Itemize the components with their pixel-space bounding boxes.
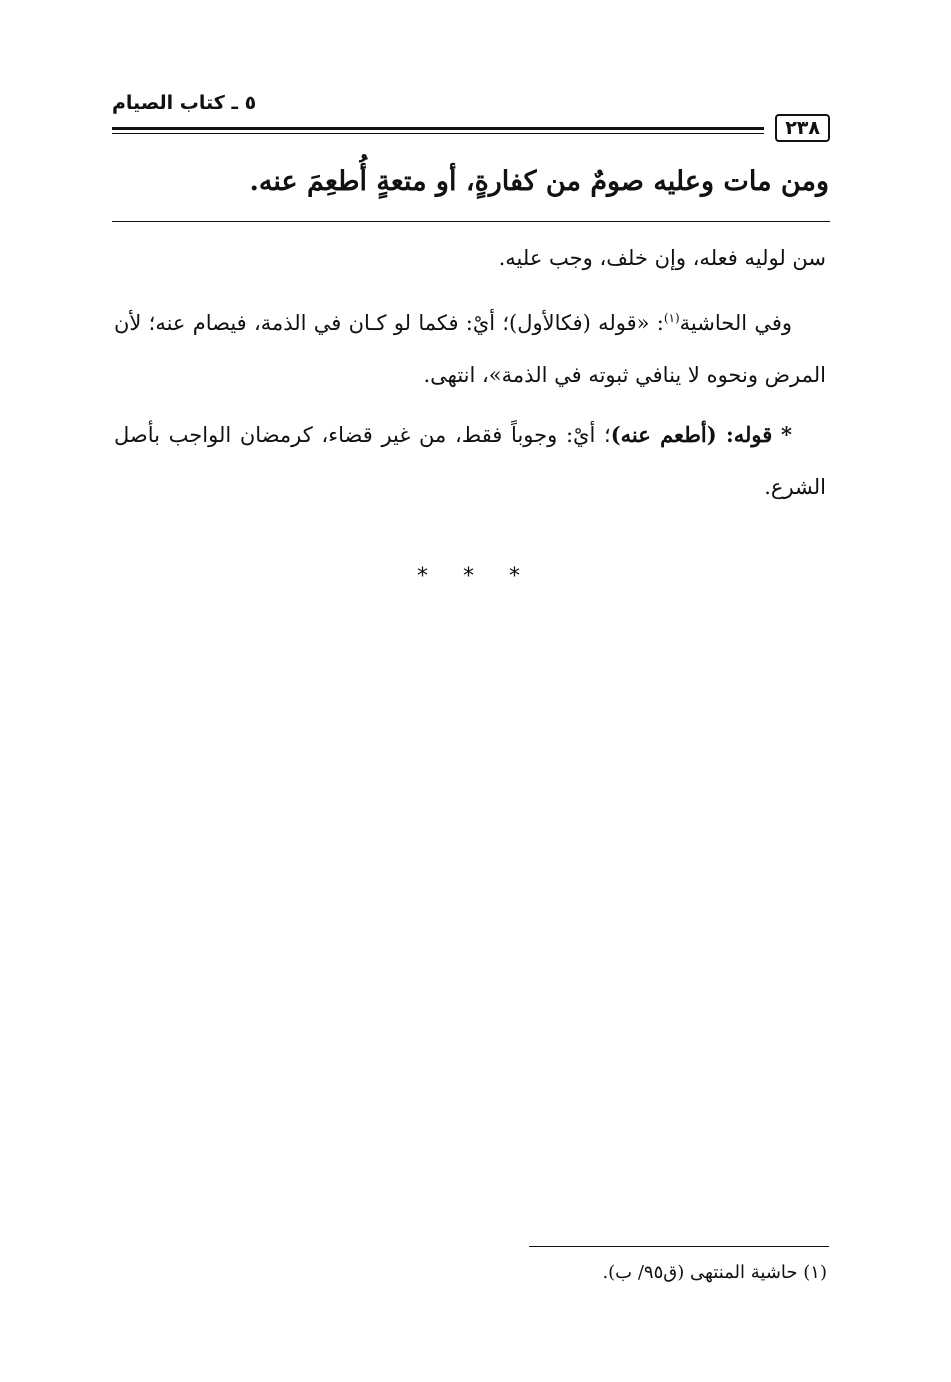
page-number: ٢٣٨	[775, 114, 830, 142]
commentary-paragraph-1	[114, 232, 826, 284]
commentary-paragraph-2	[114, 292, 826, 401]
section-divider-stars: * * *	[417, 564, 534, 589]
commentary	[114, 232, 826, 521]
footnote-number: (١)	[803, 1262, 827, 1283]
footnote-item	[602, 1262, 827, 1283]
matn-text: ومن مات وعليه صومٌ من كفارةٍ، أو متعةٍ أُطعِمَ عنه.	[249, 166, 829, 197]
commentary-p3-rest: ؛ أيْ: وجوباً فقط، من غير قضاء، كرمضان الواجب بأصل الشرع.	[114, 423, 826, 499]
footnote-reference[interactable]: (١)	[663, 311, 680, 325]
star-marker: *	[781, 422, 792, 447]
chapter-title: ٥ ـ كتاب الصيام	[112, 92, 257, 114]
footnote-text: حاشية المنتهى (ق٩٥/ ب).	[602, 1262, 798, 1283]
header-rule-thin	[112, 133, 764, 134]
commentary-p2-start: وفي الحاشية	[679, 311, 792, 335]
commentary-p2-rest: : «قوله (فكالأول)؛ أيْ: فكما لو كـان في الذمة، فيصام عنه؛ لأن المرض ونحوه لا ينافي ثبوته في الذمة»، انتهى.	[114, 311, 826, 387]
commentary-p1-text: سن لوليه فعله، وإن خلف، وجب عليه.	[498, 246, 826, 270]
commentary-paragraph-3	[114, 409, 826, 513]
header-rule-thick	[112, 127, 764, 130]
commentary-p3-bold: قوله: (أطعم عنه)	[610, 422, 773, 447]
matn-divider	[112, 221, 830, 222]
page-header	[112, 92, 830, 140]
footnote-rule	[529, 1246, 829, 1247]
